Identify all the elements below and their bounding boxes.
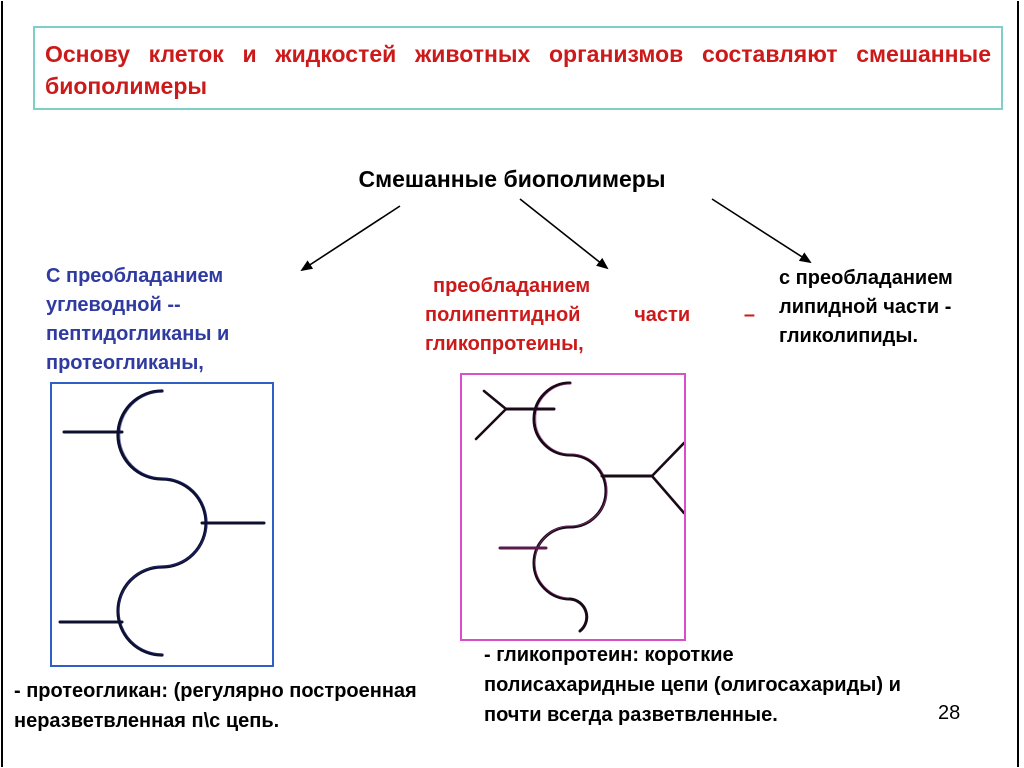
arrow-left	[302, 206, 400, 270]
page-number: 28	[938, 702, 961, 724]
proteoglycan-diagram	[50, 382, 274, 667]
arrow-right	[712, 199, 810, 262]
branch-polypeptide-line1: преобладанием	[433, 275, 591, 297]
branch-lipid: с преобладанием липидной части - гликолипиды.	[779, 267, 953, 347]
proteoglycan-structure	[52, 384, 272, 665]
diagram-heading: Смешанные биополимеры	[358, 166, 666, 192]
glycoprotein-diagram	[460, 373, 686, 641]
branch-carbohydrate: С преобладанием углеводной -- пептидогликаны и протеогликаны,	[46, 265, 230, 374]
glycoprotein-caption: - гликопротеин: короткие полисахаридные цепи (олигосахариды) и почти всегда разветвленные.	[484, 644, 901, 726]
slide-title: Основу клеток и жидкостей животных организмов составляют смешанные биополимеры	[45, 41, 991, 99]
branch-polypeptide	[425, 272, 755, 359]
arrow-middle	[520, 199, 607, 268]
branch-polypeptide-line2: полипептидной части –	[425, 304, 755, 326]
branch-polypeptide-line3: гликопротеины,	[425, 333, 584, 355]
glycoprotein-structure	[462, 375, 684, 639]
proteoglycan-caption: - протеогликан: (регулярно построенная неразветвленная п\с цепь.	[14, 680, 417, 732]
